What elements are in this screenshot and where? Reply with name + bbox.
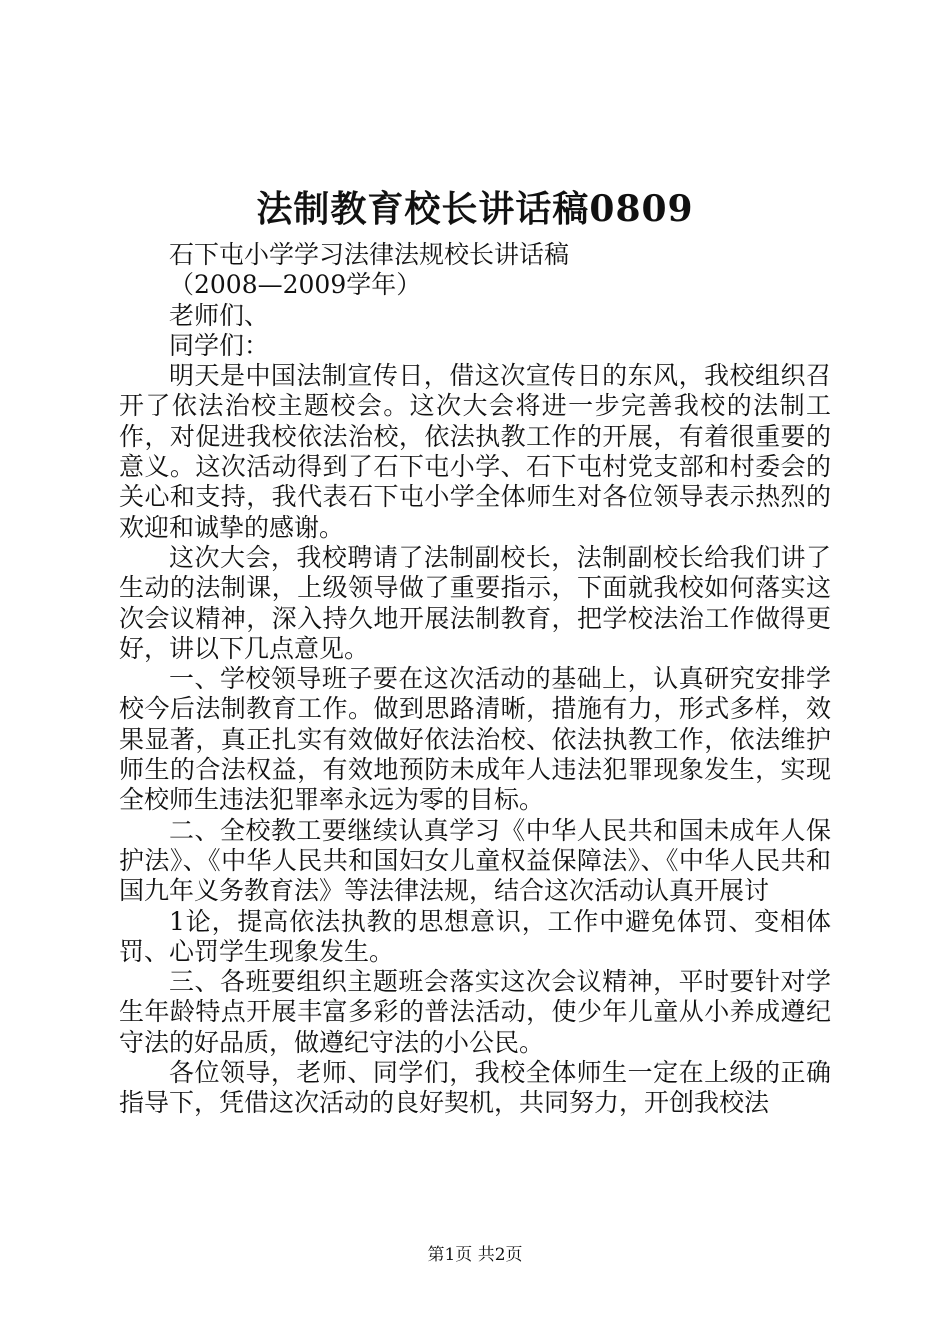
document-title: 法制教育校长讲话稿0809 <box>256 188 694 230</box>
paragraph-point-two-continued: 1论，提高依法执教的思想意识，工作中避免体罚、变相体罚、心罚学生现象发生。 <box>119 906 831 966</box>
page-footer: 第1页 共2页 <box>427 1245 523 1265</box>
paragraph-meeting: 这次大会，我校聘请了法制副校长，法制副校长给我们讲了生动的法制课，上级领导做了重要指示，下面就我校如何落实这次会议精神，深入持久地开展法制教育，把学校法治工作做得更好，讲以下几点意见。 <box>119 542 831 663</box>
paragraph-point-three: 三、各班要组织主题班会落实这次会议精神，平时要针对学生年龄特点开展丰富多彩的普法活动，使少年儿童从小养成遵纪守法的好品质，做遵纪守法的小公民。 <box>119 967 831 1057</box>
paragraph-salutation-students: 同学们： <box>169 330 270 360</box>
paragraph-school-year: （2008—2009学年） <box>169 270 422 300</box>
paragraph-subtitle: 石下屯小学学习法律法规校长讲话稿 <box>169 240 570 269</box>
paragraph-closing: 各位领导，老师、同学们，我校全体师生一定在上级的正确指导下，凭借这次活动的良好契机，共同努力，开创我校法 <box>119 1058 831 1118</box>
document-body <box>119 240 831 1119</box>
paragraph-opening: 明天是中国法制宣传日，借这次宣传日的东风，我校组织召开了依法治校主题校会。这次大会将进一步完善我校的法制工作，对促进我校依法治校，依法执教工作的开展，有着很重要的意义。这次活动得到了石下屯小学、石下屯村党支部和村委会的关心和支持，我代表石下屯小学全体师生对各位领导表示热烈的欢迎和诚挚的感谢。 <box>119 361 831 542</box>
paragraph-point-two: 二、全校教工要继续认真学习《中华人民共和国未成年人保护法》、《中华人民共和国妇女儿童权益保障法》、《中华人民共和国九年义务教育法》等法律法规，结合这次活动认真开展讨 <box>119 815 831 906</box>
paragraph-point-one: 一、学校领导班子要在这次活动的基础上，认真研究安排学校今后法制教育工作。做到思路清晰，措施有力，形式多样，效果显著，真正扎实有效做好依法治校、依法执教工作，依法维护师生的合法权益，有效地预防未成年人违法犯罪现象发生，实现全校师生违法犯罪率永远为零的目标。 <box>119 664 831 815</box>
paragraph-salutation-teachers: 老师们、 <box>169 300 270 330</box>
